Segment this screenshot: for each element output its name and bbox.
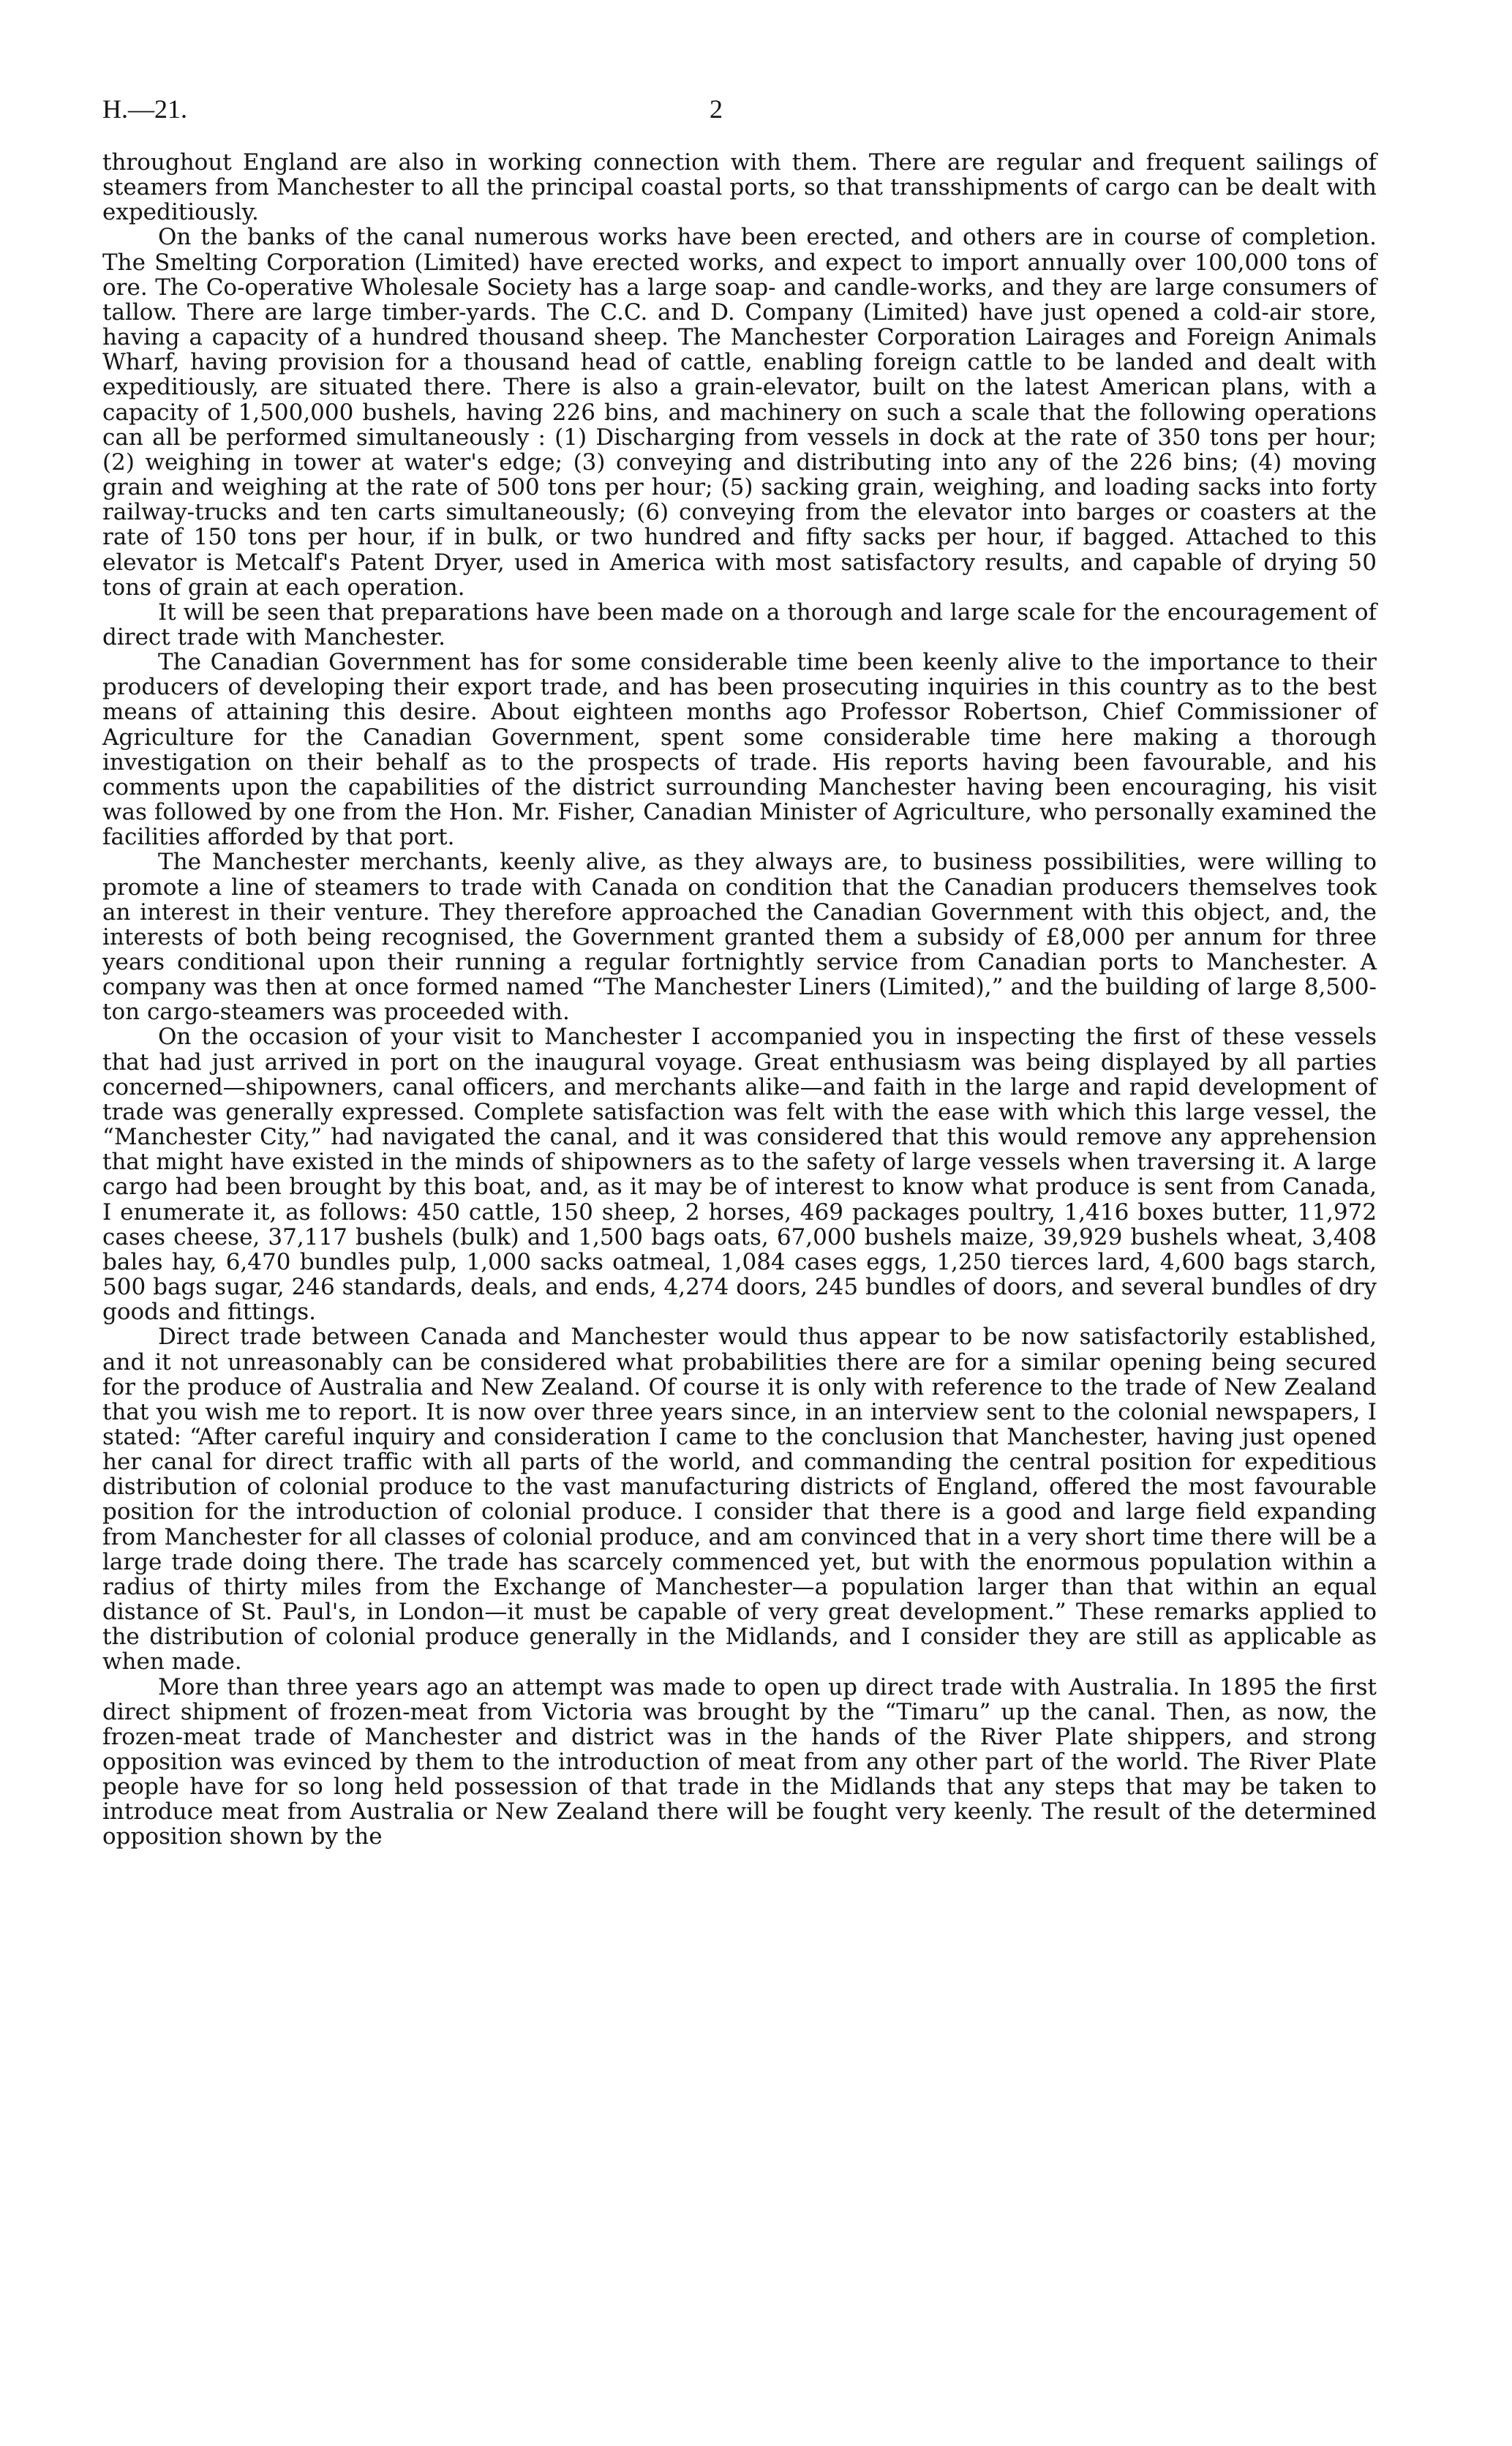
- document-reference: H.—21.: [102, 94, 187, 124]
- paragraph: On the occasion of your visit to Manchester I accompanied you in inspecting the first of these vessels that had just arrived in port on the inaugural voyage. Great enthusiasm was being displayed by all parties concerned—shipowners, canal officers, and merchants alike—and faith in the large and rapid development of trade was generally expressed. Complete satisfaction was felt with the ease with which this large vessel, the “Manchester City,” had navigated the canal, and it was considered that this would remove any apprehension that might have existed in the minds of shipowners as to the safety of large vessels when traversing it. A large cargo had been brought by this boat, and, as it may be of interest to know what produce is sent from Canada, I enumerate it, as follows: 450 cattle, 150 sheep, 2 horses, 469 packages poultry, 1,416 boxes butter, 11,972 cases cheese, 37,117 bushels (bulk) and 1,500 bags oats, 67,000 bushels maize, 39,929 bushels wheat, 3,408 bales hay, 6,470 bundles pulp, 1,000 sacks oatmeal, 1,084 cases eggs, 1,250 tierces lard, 4,600 bags starch, 500 bags sugar, 246 standards, deals, and ends, 4,274 doors, 245 bundles of doors, and several bundles of dry goods and fittings.: [102, 1024, 1377, 1326]
- paragraph: It will be seen that preparations have been made on a thorough and large scale for the encouragement of direct trade with Manchester.: [102, 599, 1377, 650]
- paragraph: The Canadian Government has for some considerable time been keenly alive to the importance to their producers of developing their export trade, and has been prosecuting inquiries in this country as to the best means of attaining this desire. About eighteen months ago Professor Robertson, Chief Commissioner of Agriculture for the Canadian Government, spent some considerable time here making a thorough investigation on their behalf as to the prospects of trade. His reports having been favourable, and his comments upon the capabilities of the district surrounding Manchester having been encouraging, his visit was followed by one from the Hon. Mr. Fisher, Canadian Minister of Agriculture, who personally examined the facilities afforded by that port.: [102, 649, 1377, 851]
- paragraph: The Manchester merchants, keenly alive, as they always are, to business possibilities, were willing to promote a line of steamers to trade with Canada on condition that the Canadian producers themselves took an interest in their venture. They therefore approached the Canadian Government with this object, and, the interests of both being recognised, the Government granted them a subsidy of £8,000 per annum for three years conditional upon their running a regular fortnightly service from Canadian ports to Manchester. A company was then at once formed named “The Manchester Liners (Limited),” and the building of large 8,500-ton cargo-steamers was proceeded with.: [102, 849, 1377, 1026]
- paragraph: More than three years ago an attempt was made to open up direct trade with Australia. In 1895 the first direct shipment of frozen-meat from Victoria was brought by the “Timaru” up the canal. Then, as now, the frozen-meat trade of Manchester and district was in the hands of the River Plate shippers, and strong opposition was evinced by them to the introduction of meat from any other part of the world. The River Plate people have for so long held possession of that trade in the Midlands that any steps that may be taken to introduce meat from Australia or New Zealand there will be fought very keenly. The result of the determined opposition shown by the: [102, 1673, 1377, 1850]
- paragraph: On the banks of the canal numerous works have been erected, and others are in course of completion. The Smelting Corporation (Limited) have erected works, and expect to import annually over 100,000 tons of ore. The Co-operative Wholesale Society has a large soap- and candle-works, and they are large consumers of tallow. There are large timber-yards. The C.C. and D. Company (Limited) have just opened a cold-air store, having a capacity of a hundred thousand sheep. The Manchester Corporation Lairages and Foreign Animals Wharf, having provision for a thousand head of cattle, enabling foreign cattle to be landed and dealt with expeditiously, are situated there. There is also a grain-elevator, built on the latest American plans, with a capacity of 1,500,000 bushels, having 226 bins, and machinery on such a scale that the following operations can all be performed simultaneously : (1) Discharging from vessels in dock at the rate of 350 tons per hour; (2) weighing in tower at water's edge; (3) conveying and distributing into any of the 226 bins; (4) moving grain and weighing at the rate of 500 tons per hour; (5) sacking grain, weighing, and loading sacks into forty railway-trucks and ten carts simultaneously; (6) conveying from the elevator into barges or coasters at the rate of 150 tons per hour, if in bulk, or two hundred and fifty sacks per hour, if bagged. Attached to this elevator is Metcalf's Patent Dryer, used in America with most satisfactory results, and capable of drying 50 tons of grain at each operation.: [102, 224, 1377, 601]
- paragraph: Direct trade between Canada and Manchester would thus appear to be now satisfactorily established, and it not unreasonably can be considered what probabilities there are for a similar opening being secured for the produce of Australia and New Zealand. Of course it is only with reference to the trade of New Zealand that you wish me to report. It is now over three years since, in an interview sent to the colonial newspapers, I stated: “After careful inquiry and consideration I came to the conclusion that Manchester, having just opened her canal for direct traffic with all parts of the world, and commanding the central position for expeditious distribution of colonial produce to the vast manufacturing districts of England, offered the most favourable position for the introduction of colonial produce. I consider that there is a good and large field expanding from Manchester for all classes of colonial produce, and am convinced that in a very short time there will be a large trade doing there. The trade has scarcely commenced yet, but with the enormous population within a radius of thirty miles from the Exchange of Manchester—a population larger than that within an equal distance of St. Paul's, in London—it must be capable of very great development.” These remarks applied to the distribution of colonial produce generally in the Midlands, and I consider they are still as applicable as when made.: [102, 1324, 1377, 1676]
- page-number: 2: [710, 94, 723, 124]
- page-header: [102, 94, 1375, 132]
- paragraph: throughout England are also in working connection with them. There are regular and frequent sailings of steamers from Manchester to all the principal coastal ports, so that transshipments of cargo can be dealt with expeditiously.: [102, 149, 1377, 226]
- body-text: [102, 150, 1377, 1850]
